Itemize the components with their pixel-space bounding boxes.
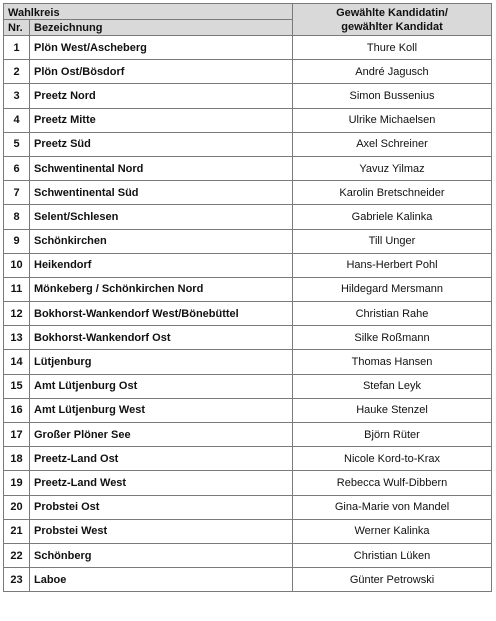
- candidate-header-line1: Gewählte Kandidatin/: [336, 6, 448, 19]
- district-name-cell: Bokhorst-Wankendorf West/Bönebüttel: [30, 302, 293, 326]
- district-name-cell: Lütjenburg: [30, 350, 293, 374]
- table-row: [4, 132, 492, 156]
- candidate-cell: Simon Bussenius: [293, 84, 492, 108]
- candidate-cell: André Jagusch: [293, 60, 492, 84]
- district-number-cell: 18: [4, 447, 30, 471]
- wahlkreis-header: Wahlkreis: [4, 4, 293, 20]
- candidate-cell: Silke Roßmann: [293, 326, 492, 350]
- table-row: [4, 229, 492, 253]
- table-row: [4, 374, 492, 398]
- district-name-cell: Plön West/Ascheberg: [30, 36, 293, 60]
- candidate-cell: Axel Schreiner: [293, 132, 492, 156]
- table-row: [4, 108, 492, 132]
- candidate-header: [293, 4, 492, 36]
- table-body: [4, 36, 492, 592]
- table-row: [4, 495, 492, 519]
- nr-header: Nr.: [4, 20, 30, 36]
- candidate-cell: Yavuz Yilmaz: [293, 156, 492, 180]
- district-name-cell: Bokhorst-Wankendorf Ost: [30, 326, 293, 350]
- table-row: [4, 156, 492, 180]
- table-row: [4, 398, 492, 422]
- table-row: [4, 471, 492, 495]
- candidate-cell: Thomas Hansen: [293, 350, 492, 374]
- table-row: [4, 60, 492, 84]
- district-name-cell: Preetz-Land Ost: [30, 447, 293, 471]
- district-name-cell: Schwentinental Süd: [30, 181, 293, 205]
- district-number-cell: 8: [4, 205, 30, 229]
- candidate-cell: Thure Koll: [293, 36, 492, 60]
- district-name-cell: Plön Ost/Bösdorf: [30, 60, 293, 84]
- district-name-cell: Amt Lütjenburg Ost: [30, 374, 293, 398]
- district-name-cell: Preetz Süd: [30, 132, 293, 156]
- candidate-cell: Ulrike Michaelsen: [293, 108, 492, 132]
- candidate-cell: Nicole Kord-to-Krax: [293, 447, 492, 471]
- table-row: [4, 568, 492, 592]
- table-row: [4, 423, 492, 447]
- district-name-cell: Probstei West: [30, 519, 293, 543]
- district-number-cell: 2: [4, 60, 30, 84]
- district-name-cell: Selent/Schlesen: [30, 205, 293, 229]
- candidate-cell: Werner Kalinka: [293, 519, 492, 543]
- candidate-cell: Gina-Marie von Mandel: [293, 495, 492, 519]
- district-number-cell: 20: [4, 495, 30, 519]
- district-number-cell: 21: [4, 519, 30, 543]
- district-number-cell: 1: [4, 36, 30, 60]
- district-name-cell: Schönberg: [30, 543, 293, 567]
- district-number-cell: 17: [4, 423, 30, 447]
- district-name-cell: Mönkeberg / Schönkirchen Nord: [30, 277, 293, 301]
- district-number-cell: 3: [4, 84, 30, 108]
- district-number-cell: 14: [4, 350, 30, 374]
- district-name-cell: Großer Plöner See: [30, 423, 293, 447]
- candidate-cell: Hauke Stenzel: [293, 398, 492, 422]
- district-name-cell: Preetz-Land West: [30, 471, 293, 495]
- candidate-cell: Gabriele Kalinka: [293, 205, 492, 229]
- candidate-cell: Hildegard Mersmann: [293, 277, 492, 301]
- district-name-cell: Laboe: [30, 568, 293, 592]
- table-row: [4, 326, 492, 350]
- district-number-cell: 12: [4, 302, 30, 326]
- district-name-cell: Schönkirchen: [30, 229, 293, 253]
- table-row: [4, 519, 492, 543]
- district-name-cell: Preetz Nord: [30, 84, 293, 108]
- district-number-cell: 7: [4, 181, 30, 205]
- table-row: [4, 277, 492, 301]
- candidate-cell: Karolin Bretschneider: [293, 181, 492, 205]
- candidate-cell: Christian Lüken: [293, 543, 492, 567]
- table-row: [4, 205, 492, 229]
- district-number-cell: 19: [4, 471, 30, 495]
- district-number-cell: 22: [4, 543, 30, 567]
- district-number-cell: 13: [4, 326, 30, 350]
- district-number-cell: 16: [4, 398, 30, 422]
- district-number-cell: 10: [4, 253, 30, 277]
- district-number-cell: 5: [4, 132, 30, 156]
- candidate-cell: Björn Rüter: [293, 423, 492, 447]
- district-number-cell: 23: [4, 568, 30, 592]
- district-number-cell: 11: [4, 277, 30, 301]
- district-name-cell: Schwentinental Nord: [30, 156, 293, 180]
- table-row: [4, 447, 492, 471]
- candidate-cell: Günter Petrowski: [293, 568, 492, 592]
- table-row: [4, 36, 492, 60]
- name-header: Bezeichnung: [30, 20, 293, 36]
- candidate-header-line2: gewählter Kandidat: [341, 20, 443, 33]
- table-row: [4, 302, 492, 326]
- table-header: [4, 4, 492, 36]
- district-number-cell: 15: [4, 374, 30, 398]
- candidate-cell: Till Unger: [293, 229, 492, 253]
- table-row: [4, 253, 492, 277]
- district-number-cell: 4: [4, 108, 30, 132]
- table-row: [4, 350, 492, 374]
- district-name-cell: Probstei Ost: [30, 495, 293, 519]
- candidate-cell: Stefan Leyk: [293, 374, 492, 398]
- table-row: [4, 84, 492, 108]
- table-row: [4, 181, 492, 205]
- district-number-cell: 6: [4, 156, 30, 180]
- election-results-table: [3, 3, 492, 592]
- candidate-cell: Christian Rahe: [293, 302, 492, 326]
- district-name-cell: Amt Lütjenburg West: [30, 398, 293, 422]
- candidate-cell: Hans-Herbert Pohl: [293, 253, 492, 277]
- table-row: [4, 543, 492, 567]
- district-name-cell: Heikendorf: [30, 253, 293, 277]
- district-number-cell: 9: [4, 229, 30, 253]
- candidate-cell: Rebecca Wulf-Dibbern: [293, 471, 492, 495]
- district-name-cell: Preetz Mitte: [30, 108, 293, 132]
